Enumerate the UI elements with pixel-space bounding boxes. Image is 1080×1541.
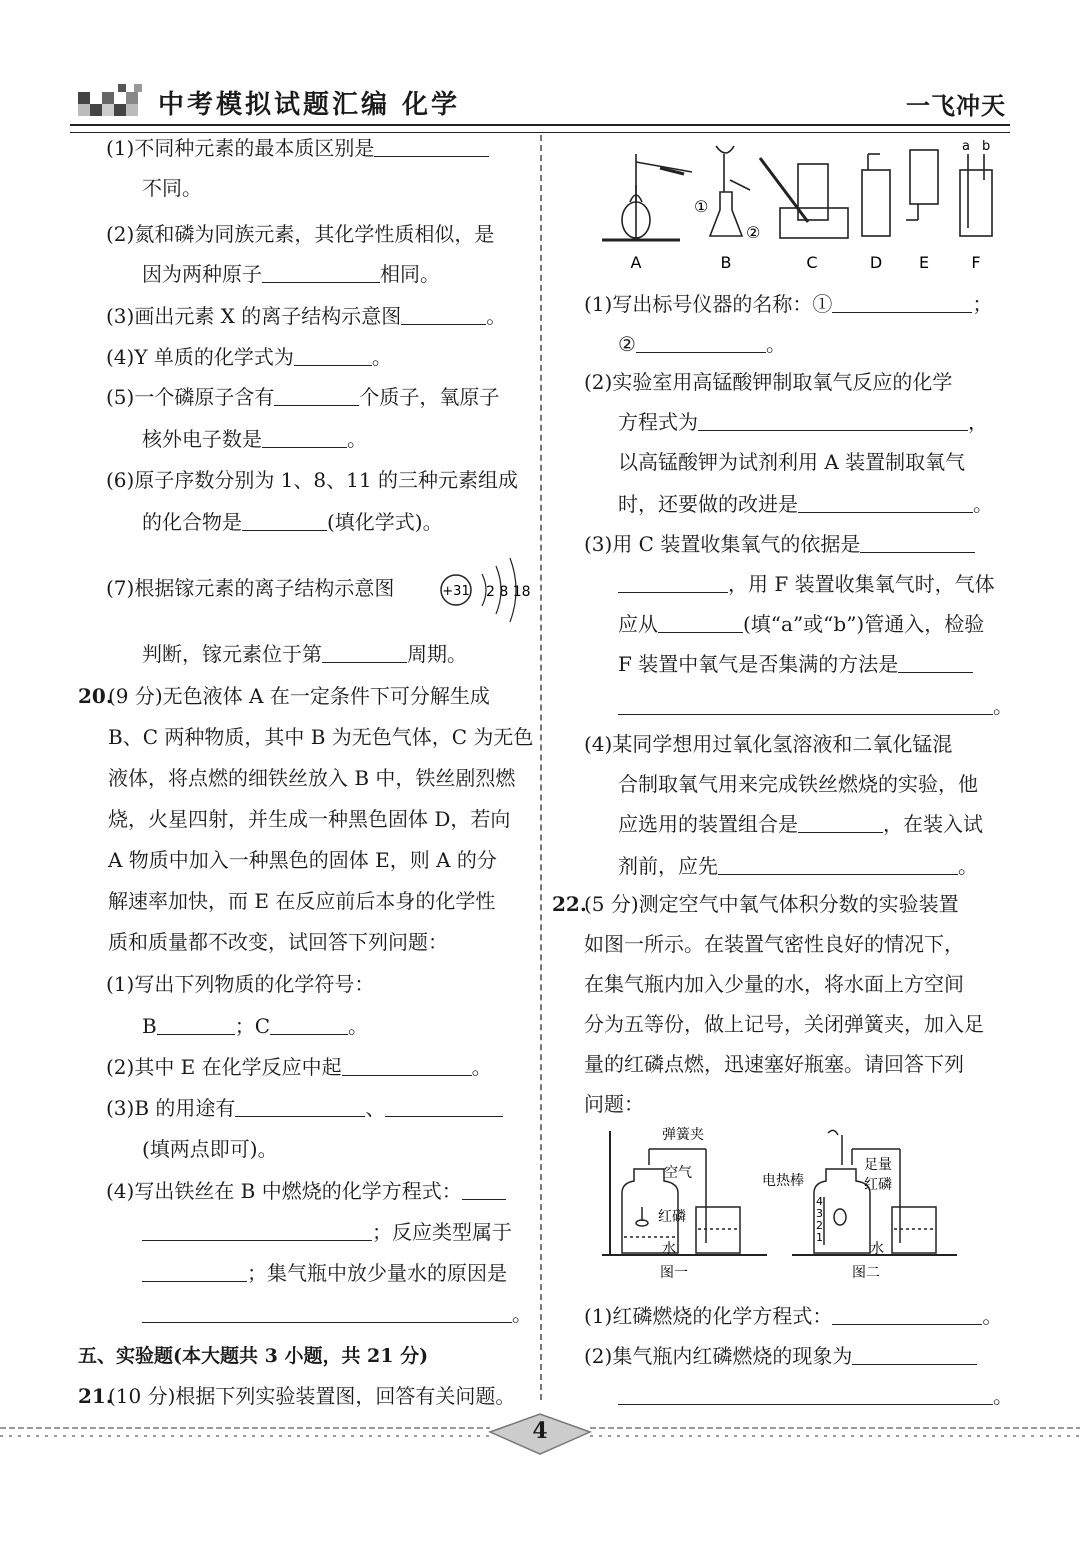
answer-blank[interactable] — [898, 652, 973, 673]
answer-blank[interactable] — [374, 136, 489, 157]
answer-blank[interactable] — [832, 1304, 982, 1325]
answer-blank[interactable] — [142, 1302, 512, 1323]
answer-blank[interactable] — [385, 1096, 503, 1117]
q22-stem-line: (5 分)测定空气中氧气体积分数的实验装置 — [584, 892, 959, 916]
q21-part4-cont3: 剂前，应先 。 — [618, 854, 978, 878]
q21-part2-cont: 方程式为 ， — [618, 410, 988, 434]
answer-blank[interactable] — [322, 642, 407, 663]
fig2-phos-label-1: 足量 — [864, 1157, 892, 1173]
answer-blank[interactable] — [235, 1096, 365, 1117]
answer-blank[interactable] — [618, 694, 993, 715]
answer-blank[interactable] — [798, 812, 883, 833]
answer-blank[interactable] — [658, 612, 743, 633]
answer-blank[interactable] — [342, 1055, 472, 1076]
q19-part7-cont: 判断，镓元素位于第 周期。 — [142, 642, 467, 666]
q20-stem-line: 质和质量都不改变，试回答下列问题： — [108, 930, 448, 954]
fig2-rod-label: 电热棒 — [762, 1173, 804, 1189]
q21-part3: (3)用 C 装置收集氧气的依据是 — [584, 530, 975, 558]
apparatus-label: D — [869, 253, 883, 272]
apparatus-label: A — [630, 253, 642, 272]
answer-blank[interactable] — [242, 510, 327, 531]
q21-part4-cont: 合制取氧气用来完成铁丝燃烧的实验，他 — [618, 772, 978, 796]
q19-part4: (4)Y 单质的化学式为 。 — [106, 345, 392, 369]
page-number: 4 — [532, 1418, 548, 1444]
electron-shells: 2 8 18 — [486, 584, 531, 600]
fig1-water-label: 水 — [662, 1241, 676, 1257]
fig2-scale-mark: 2 — [816, 1219, 823, 1232]
q22-part2-cont: 。 — [618, 1382, 1013, 1410]
answer-blank[interactable] — [618, 1384, 993, 1405]
answer-blank[interactable] — [157, 1014, 235, 1035]
q19-part2-cont: 因为两种原子 相同。 — [142, 262, 440, 286]
answer-blank[interactable] — [618, 572, 728, 593]
q21-part3-cont: ，用 F 装置收集氧气时，气体 — [618, 570, 995, 598]
q22-figures — [602, 1125, 1002, 1285]
answer-blank[interactable] — [860, 532, 975, 553]
gallium-ion-structure-diagram — [438, 550, 532, 630]
header-title: 中考模拟试题汇编 化学 — [158, 90, 461, 120]
q20-stem-line: B、C 两种物质，其中 B 为无色气体，C 为无色 — [108, 725, 534, 749]
q19-part2: (2)氮和磷为同族元素，其化学性质相似，是 — [106, 222, 495, 246]
header-brand: 一飞冲天 — [906, 91, 1006, 120]
fig1-air-label: 空气 — [664, 1165, 692, 1181]
q20-part2: (2)其中 E 在化学反应中起 。 — [106, 1055, 492, 1079]
q21-part4: (4)某同学想用过氧化氢溶液和二氧化锰混 — [584, 732, 953, 756]
answer-blank[interactable] — [718, 854, 958, 875]
q21-part1: (1)写出标号仪器的名称：① ； — [584, 292, 993, 316]
q21-part4-cont2: 应选用的装置组合是 ，在装入试 — [618, 812, 983, 836]
apparatus-label: E — [918, 253, 930, 272]
q19-part1: (1)不同种元素的最本质区别是 — [106, 134, 489, 162]
fig2-water-label: 水 — [870, 1241, 884, 1257]
q21-part3-cont2: 应从 (填“a”或“b”)管通入，检验 — [618, 612, 985, 636]
q22-number: 22. — [552, 892, 587, 916]
q21-part3-cont4: 。 — [618, 692, 1013, 720]
answer-blank[interactable] — [294, 345, 372, 366]
q20-stem-line: (9 分)无色液体 A 在一定条件下可分解生成 — [108, 684, 490, 708]
column-divider — [540, 135, 542, 1400]
fig2-scale-mark: 4 — [816, 1195, 823, 1208]
answer-blank[interactable] — [798, 492, 973, 513]
q20-stem-line: 液体，将点燃的细铁丝放入 B 中，铁丝剧烈燃 — [108, 766, 516, 790]
q22-stem-line: 在集气瓶内加入少量的水，将水面上方空间 — [584, 972, 964, 996]
fig2-caption: 图二 — [852, 1265, 880, 1281]
q21-intro: (10 分)根据下列实验装置图，回答有关问题。 — [108, 1384, 516, 1408]
q20-part4-cont: ；反应类型属于 — [142, 1218, 512, 1246]
q20-number: 20. — [78, 684, 113, 708]
q20-part3-cont: (填两点即可)。 — [142, 1137, 278, 1161]
answer-blank[interactable] — [852, 1344, 977, 1365]
header-checker-logo-icon — [78, 82, 148, 122]
fig1-clamp-label: 弹簧夹 — [662, 1127, 704, 1143]
answer-blank[interactable] — [401, 304, 486, 325]
answer-blank[interactable] — [636, 332, 766, 353]
fig1-caption: 图一 — [660, 1265, 688, 1281]
q20-part1: (1)写出下列物质的化学符号： — [106, 972, 375, 996]
q21-apparatus-figure — [600, 140, 1010, 280]
apparatus-label: F — [971, 253, 981, 272]
q20-part3: (3)B 的用途有 、 — [106, 1094, 503, 1122]
answer-blank[interactable] — [262, 427, 347, 448]
q22-stem-line: 问题： — [584, 1092, 644, 1116]
fig2-scale-mark: 1 — [816, 1231, 823, 1244]
q21-part3-cont3: F 装置中氧气是否集满的方法是 — [618, 650, 973, 678]
q20-stem-line: 烧，火星四射，并生成一种黑色固体 D，若向 — [108, 807, 511, 831]
section-heading: 五、实验题(本大题共 3 小题，共 21 分) — [78, 1345, 429, 1367]
tube-b-label: b — [982, 140, 991, 154]
apparatus-label: B — [720, 253, 732, 272]
q21-part2-cont3: 时，还要做的改进是 。 — [618, 492, 993, 516]
answer-blank[interactable] — [270, 1014, 348, 1035]
apparatus-label: C — [806, 253, 818, 272]
q19-part3: (3)画出元素 X 的离子结构示意图 。 — [106, 304, 507, 328]
q20-stem-line: A 物质中加入一种黑色的固体 E，则 A 的分 — [108, 848, 497, 872]
q22-stem-line: 量的红磷点燃，迅速塞好瓶塞。请回答下列 — [584, 1052, 964, 1076]
mark-1: ① — [694, 197, 709, 216]
q20-part4-cont3: 。 — [142, 1300, 532, 1328]
q19-part6: (6)原子序数分别为 1、8、11 的三种元素组成 — [106, 468, 518, 492]
answer-blank[interactable] — [462, 1179, 506, 1200]
q21-part1-cont: ② 。 — [618, 332, 786, 356]
mark-2: ② — [746, 223, 761, 242]
q21-part2-cont2: 以高锰酸钾为试剂利用 A 装置制取氧气 — [618, 450, 966, 474]
answer-blank[interactable] — [142, 1220, 372, 1241]
answer-blank[interactable] — [274, 385, 359, 406]
q20-part4-cont2: ；集气瓶中放少量水的原因是 — [142, 1259, 507, 1287]
fig2-phos-label-2: 红磷 — [864, 1177, 892, 1193]
answer-blank[interactable] — [262, 262, 380, 283]
fig2-scale-mark: 3 — [816, 1207, 823, 1220]
header-rule — [70, 124, 1010, 133]
page-header — [70, 70, 1010, 130]
q19-part6-cont: 的化合物是 (填化学式)。 — [142, 510, 443, 534]
q22-part2: (2)集气瓶内红磷燃烧的现象为 — [584, 1342, 977, 1370]
answer-blank[interactable] — [832, 292, 972, 313]
nucleus-charge: +31 — [442, 584, 470, 599]
tube-a-label: a — [962, 140, 970, 154]
q20-stem-line: 解速率加快，而 E 在反应前后本身的化学性 — [108, 889, 496, 913]
fig1-phosphorus-label: 红磷 — [658, 1209, 686, 1225]
answer-blank[interactable] — [142, 1261, 247, 1282]
q19-part5-cont: 核外电子数是 。 — [142, 427, 367, 451]
q19-part7: (7)根据镓元素的离子结构示意图 — [106, 576, 395, 600]
q19-part5: (5)一个磷原子含有 个质子，氧原子 — [106, 385, 500, 409]
answer-blank[interactable] — [698, 410, 968, 431]
q21-number: 21. — [78, 1384, 113, 1408]
q20-part4: (4)写出铁丝在 B 中燃烧的化学方程式： — [106, 1177, 506, 1205]
q22-stem-line: 分为五等份，做上记号，关闭弹簧夹，加入足 — [584, 1012, 984, 1036]
q22-part1: (1)红磷燃烧的化学方程式： 。 — [584, 1304, 1003, 1328]
q19-part1-cont: 不同。 — [142, 176, 202, 200]
q21-part2: (2)实验室用高锰酸钾制取氧气反应的化学 — [584, 370, 953, 394]
q20-part1-answers: B ；C 。 — [142, 1014, 369, 1038]
q22-stem-line: 如图一所示。在装置气密性良好的情况下， — [584, 932, 964, 956]
